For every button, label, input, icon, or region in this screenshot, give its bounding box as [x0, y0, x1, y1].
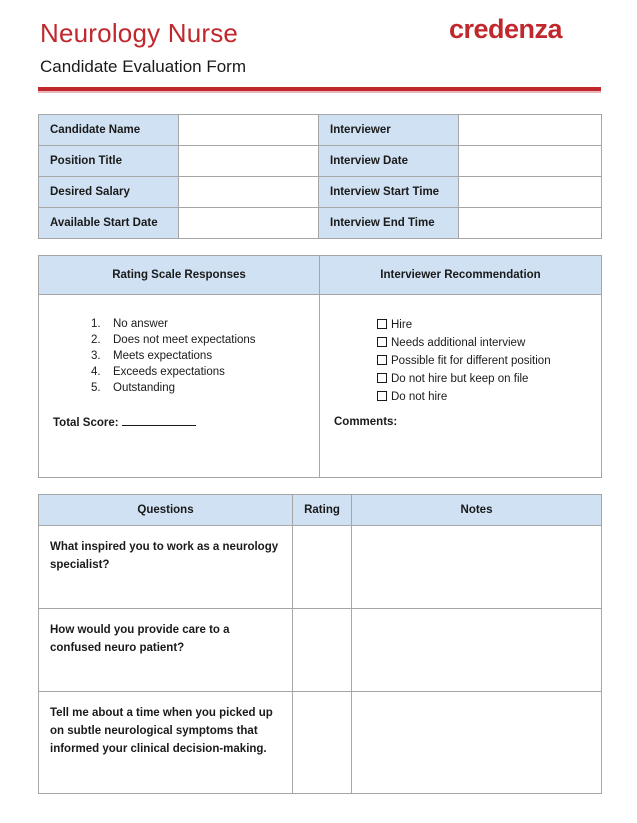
position-title-field[interactable]: [179, 146, 319, 177]
checkbox-icon[interactable]: [377, 319, 387, 329]
question-cell: [39, 609, 293, 692]
label-available-start-date: Available Start Date: [39, 208, 179, 239]
interviewer-field[interactable]: [459, 115, 602, 146]
question-cell: [39, 692, 293, 794]
page-title: Neurology Nurse: [40, 18, 239, 48]
header-divider-shadow: [38, 91, 601, 93]
recommendation-option-do-not-hire[interactable]: Do not hire: [377, 388, 601, 406]
question-cell: [39, 526, 293, 609]
question-text: What inspired you to work as a neurology specialist?: [50, 541, 279, 571]
checkbox-icon[interactable]: [377, 391, 387, 401]
recommendation-header: Interviewer Recommendation: [320, 256, 602, 295]
questions-header: Questions: [39, 495, 293, 526]
total-score: [53, 415, 196, 429]
label-interview-start-time: Interview Start Time: [319, 177, 459, 208]
label-candidate-name: Candidate Name: [39, 115, 179, 146]
total-score-blank[interactable]: [122, 415, 196, 426]
checkbox-icon[interactable]: [377, 337, 387, 347]
rating-scale-cell: [39, 295, 320, 478]
recommendation-option-hire[interactable]: Hire: [377, 316, 601, 334]
recommendation-option-keep-on-file[interactable]: Do not hire but keep on file: [377, 370, 601, 388]
rating-scale-list: [39, 316, 319, 396]
notes-input-cell[interactable]: [352, 692, 602, 794]
recommendation-cell: [320, 295, 602, 478]
label-interviewer: Interviewer: [319, 115, 459, 146]
question-row: [39, 526, 602, 609]
comments-label: Comments:: [334, 416, 398, 428]
rating-input-cell[interactable]: [293, 609, 352, 692]
recommendation-option-different-position[interactable]: Possible fit for different position: [377, 352, 601, 370]
desired-salary-field[interactable]: [179, 177, 319, 208]
rating-input-cell[interactable]: [293, 692, 352, 794]
rating-scale-header: Rating Scale Responses: [39, 256, 320, 295]
notes-input-cell[interactable]: [352, 526, 602, 609]
interview-start-time-field[interactable]: [459, 177, 602, 208]
rating-scale-item: 5. Outstanding: [91, 382, 176, 394]
interview-end-time-field[interactable]: [459, 208, 602, 239]
rating-recommendation-table: [38, 255, 602, 478]
rating-scale-item: 4. Exceeds expectations: [91, 366, 225, 378]
candidate-name-field[interactable]: [179, 115, 319, 146]
rating-scale-item: 3. Meets expectations: [91, 350, 213, 362]
label-interview-end-time: Interview End Time: [319, 208, 459, 239]
question-text: Tell me about a time when you picked up on subtle neurological symptoms that informed your clinical decision-making.: [50, 707, 273, 755]
credenza-logo: credenza: [449, 14, 563, 44]
label-position-title: Position Title: [39, 146, 179, 177]
rating-scale-item: 2. Does not meet expectations: [91, 334, 256, 346]
rating-input-cell[interactable]: [293, 526, 352, 609]
rating-header: Rating: [293, 495, 352, 526]
page-subtitle: Candidate Evaluation Form: [40, 57, 247, 76]
notes-input-cell[interactable]: [352, 609, 602, 692]
question-text: How would you provide care to a confused neuro patient?: [50, 624, 230, 654]
recommendation-list: [320, 316, 601, 406]
label-interview-date: Interview Date: [319, 146, 459, 177]
candidate-info-table: [38, 114, 602, 239]
total-score-label: Total Score:: [53, 417, 119, 429]
questions-table: [38, 494, 602, 794]
rating-scale-item: 1. No answer: [91, 318, 168, 330]
notes-header: Notes: [352, 495, 602, 526]
checkbox-icon[interactable]: [377, 373, 387, 383]
checkbox-icon[interactable]: [377, 355, 387, 365]
interview-date-field[interactable]: [459, 146, 602, 177]
available-start-date-field[interactable]: [179, 208, 319, 239]
label-desired-salary: Desired Salary: [39, 177, 179, 208]
question-row: [39, 609, 602, 692]
question-row: [39, 692, 602, 794]
recommendation-option-additional-interview[interactable]: Needs additional interview: [377, 334, 601, 352]
